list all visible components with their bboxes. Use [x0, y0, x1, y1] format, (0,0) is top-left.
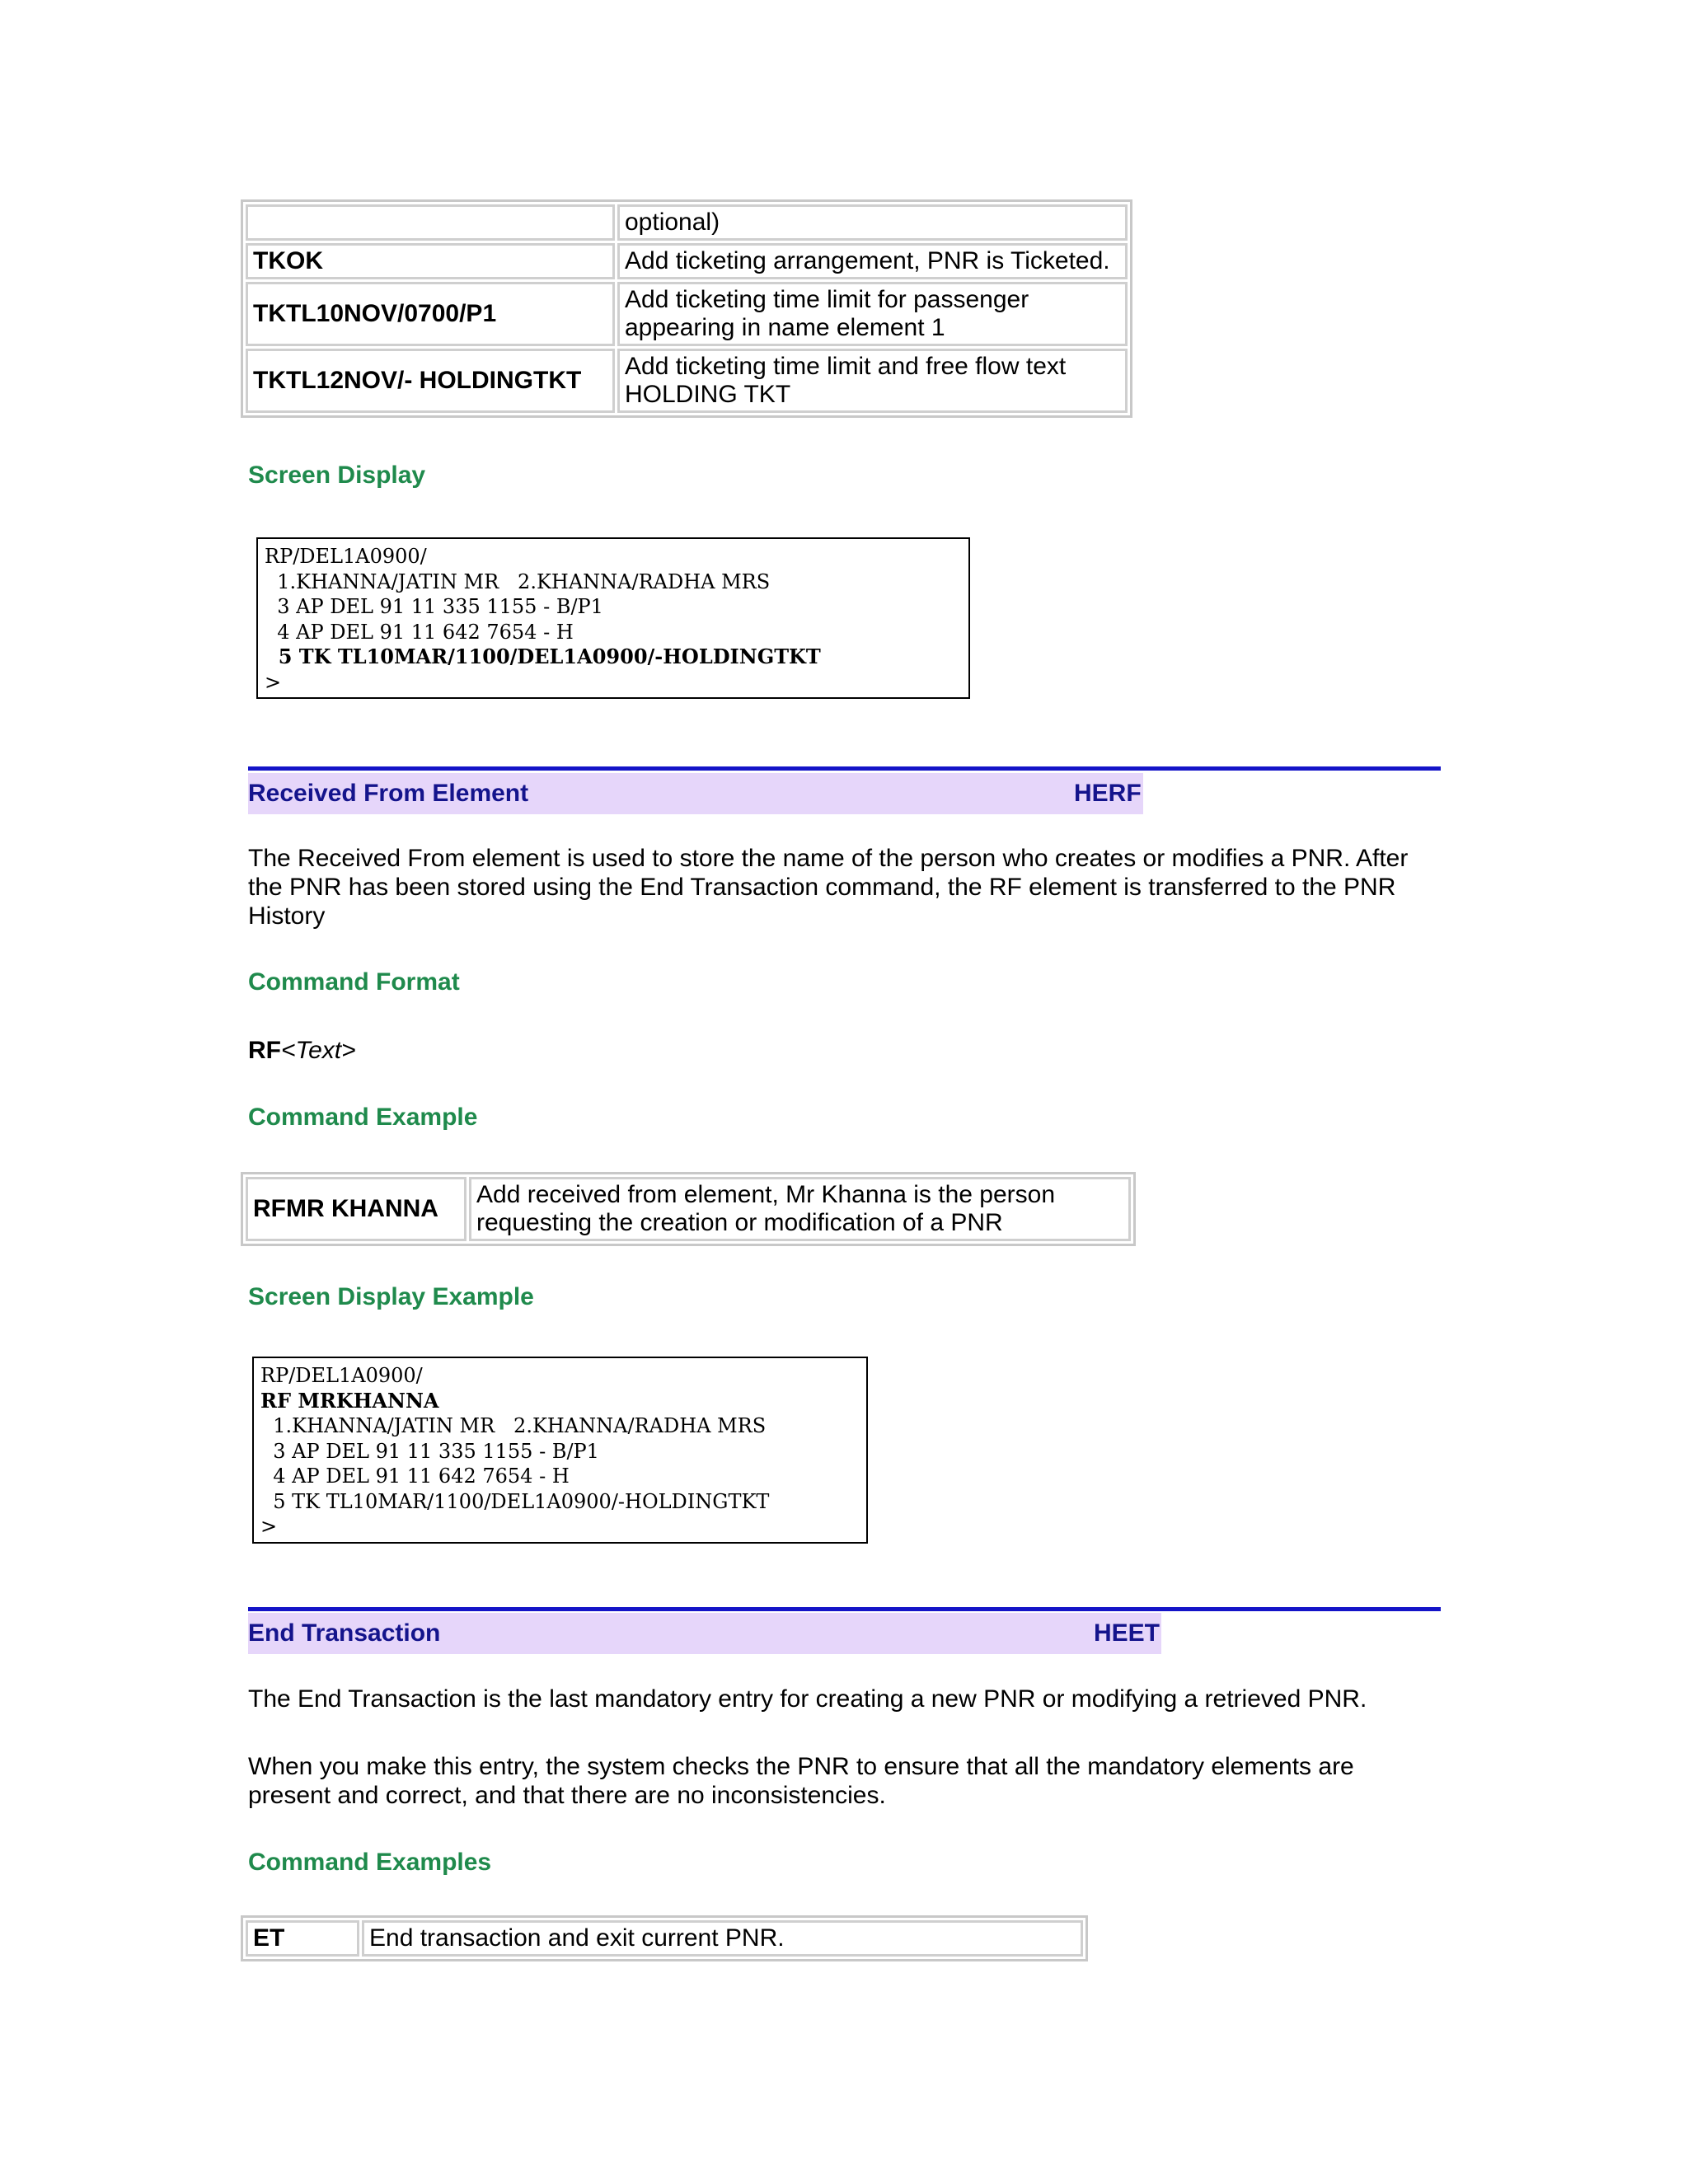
screen-line: 4 AP DEL 91 11 642 7654 - H — [260, 1465, 570, 1488]
section-description: The End Transaction is the last mandatory entry for creating a new PNR or modifying a retrieved PNR. — [248, 1685, 1367, 1713]
command-cell: TKTL10NOV/0700/P1 — [246, 282, 615, 346]
format-command: RF — [248, 1037, 281, 1064]
table-row — [246, 243, 1128, 279]
description-cell: Add ticketing time limit for passenger appearing in name element 1 — [617, 282, 1128, 346]
screen-display-heading: Screen Display — [248, 462, 426, 489]
et-command-table — [241, 1915, 1088, 1961]
terminal-screen-display — [252, 1357, 868, 1544]
ticketing-command-table — [241, 199, 1132, 418]
command-format — [248, 1036, 356, 1065]
section-title: Received From Element — [248, 780, 529, 807]
command-examples-heading: Command Examples — [248, 1849, 492, 1876]
screen-line-highlighted: 5 TK TL10MAR/1100/DEL1A0900/-HOLDINGTKT — [265, 644, 821, 668]
screen-line: 3 AP DEL 91 11 335 1155 - B/P1 — [265, 595, 603, 618]
terminal-screen-display — [256, 537, 970, 699]
section-code: HEET — [1094, 1619, 1160, 1647]
screen-line: RP/DEL1A0900/ — [265, 545, 427, 568]
section-divider — [248, 766, 1441, 771]
section-banner — [248, 773, 1143, 814]
screen-line: 4 AP DEL 91 11 642 7654 - H — [265, 620, 574, 644]
screen-line: 5 TK TL10MAR/1100/DEL1A0900/-HOLDINGTKT — [260, 1489, 770, 1513]
screen-prompt: > — [265, 670, 282, 694]
section-divider — [248, 1607, 1441, 1611]
screen-prompt: > — [260, 1515, 278, 1538]
command-cell: TKTL12NOV/- HOLDINGTKT — [246, 349, 615, 413]
table-row — [246, 349, 1128, 413]
table-row — [246, 1177, 1131, 1241]
description-cell: Add received from element, Mr Khanna is the person requesting the creation or modification of a PNR — [469, 1177, 1131, 1241]
description-cell: Add ticketing arrangement, PNR is Ticketed. — [617, 243, 1128, 279]
table-row — [246, 1920, 1083, 1957]
section-description: When you make this entry, the system checks the PNR to ensure that all the mandatory elements are present and correct, and that there are no inconsistencies. — [248, 1753, 1354, 1809]
table-row — [246, 282, 1128, 346]
command-cell — [246, 204, 615, 241]
command-format-heading: Command Format — [248, 968, 460, 996]
command-cell: ET — [246, 1920, 359, 1957]
section-title: End Transaction — [248, 1619, 441, 1647]
screen-line: RP/DEL1A0900/ — [260, 1364, 423, 1387]
description-cell: optional) — [617, 204, 1128, 241]
format-parameter: <Text> — [281, 1037, 356, 1064]
screen-line: 1.KHANNA/JATIN MR 2.KHANNA/RADHA MRS — [265, 569, 771, 593]
command-cell: TKOK — [246, 243, 615, 279]
section-description: The Received From element is used to store the name of the person who creates or modifies a PNR. After the PNR has been stored using the End Transaction command, the RF element is transferred to the PNR History — [248, 845, 1409, 930]
section-banner — [248, 1613, 1161, 1654]
screen-line: 1.KHANNA/JATIN MR 2.KHANNA/RADHA MRS — [260, 1414, 767, 1437]
section-code: HERF — [1074, 780, 1142, 807]
screen-display-example-heading: Screen Display Example — [248, 1283, 534, 1310]
rf-command-table — [241, 1172, 1136, 1246]
description-cell: End transaction and exit current PNR. — [362, 1920, 1083, 1957]
command-example-heading: Command Example — [248, 1104, 478, 1131]
table-row — [246, 204, 1128, 241]
screen-line: 3 AP DEL 91 11 335 1155 - B/P1 — [260, 1439, 599, 1463]
description-cell: Add ticketing time limit and free flow text HOLDING TKT — [617, 349, 1128, 413]
command-cell: RFMR KHANNA — [246, 1177, 467, 1241]
screen-line-highlighted: RF MRKHANNA — [260, 1388, 439, 1413]
